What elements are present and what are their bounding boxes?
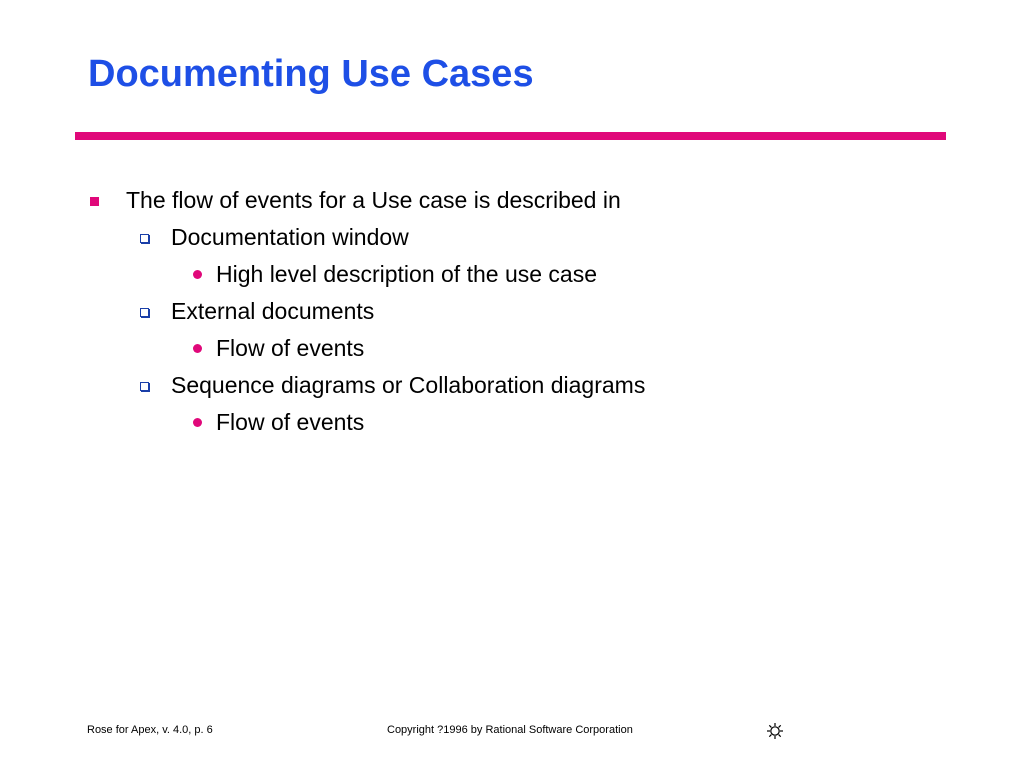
filled-square-bullet-icon (90, 197, 99, 206)
hollow-square-bullet-icon (140, 234, 149, 243)
hollow-square-bullet-icon (140, 382, 149, 391)
bullet-text: Sequence diagrams or Collaboration diagrams (171, 372, 646, 398)
bullet-text: Documentation window (171, 224, 409, 250)
bullet-text: External documents (171, 298, 375, 324)
bullet-text: Flow of events (216, 409, 365, 435)
footer-page-info: Rose for Apex, v. 4.0, p. 6 (87, 724, 213, 736)
title-divider (75, 132, 946, 140)
bullet-text: The flow of events for a Use case is described in (126, 187, 621, 213)
footer-copyright: Copyright ?1996 by Rational Software Corporation (387, 724, 633, 736)
round-bullet-icon (193, 344, 202, 353)
hollow-square-bullet-icon (140, 308, 149, 317)
bullet-text: Flow of events (216, 335, 365, 361)
slide-title: Documenting Use Cases (88, 53, 534, 95)
bullet-text: High level description of the use case (216, 261, 597, 287)
round-bullet-icon (193, 418, 202, 427)
rational-logo-icon (765, 721, 785, 741)
round-bullet-icon (193, 270, 202, 279)
